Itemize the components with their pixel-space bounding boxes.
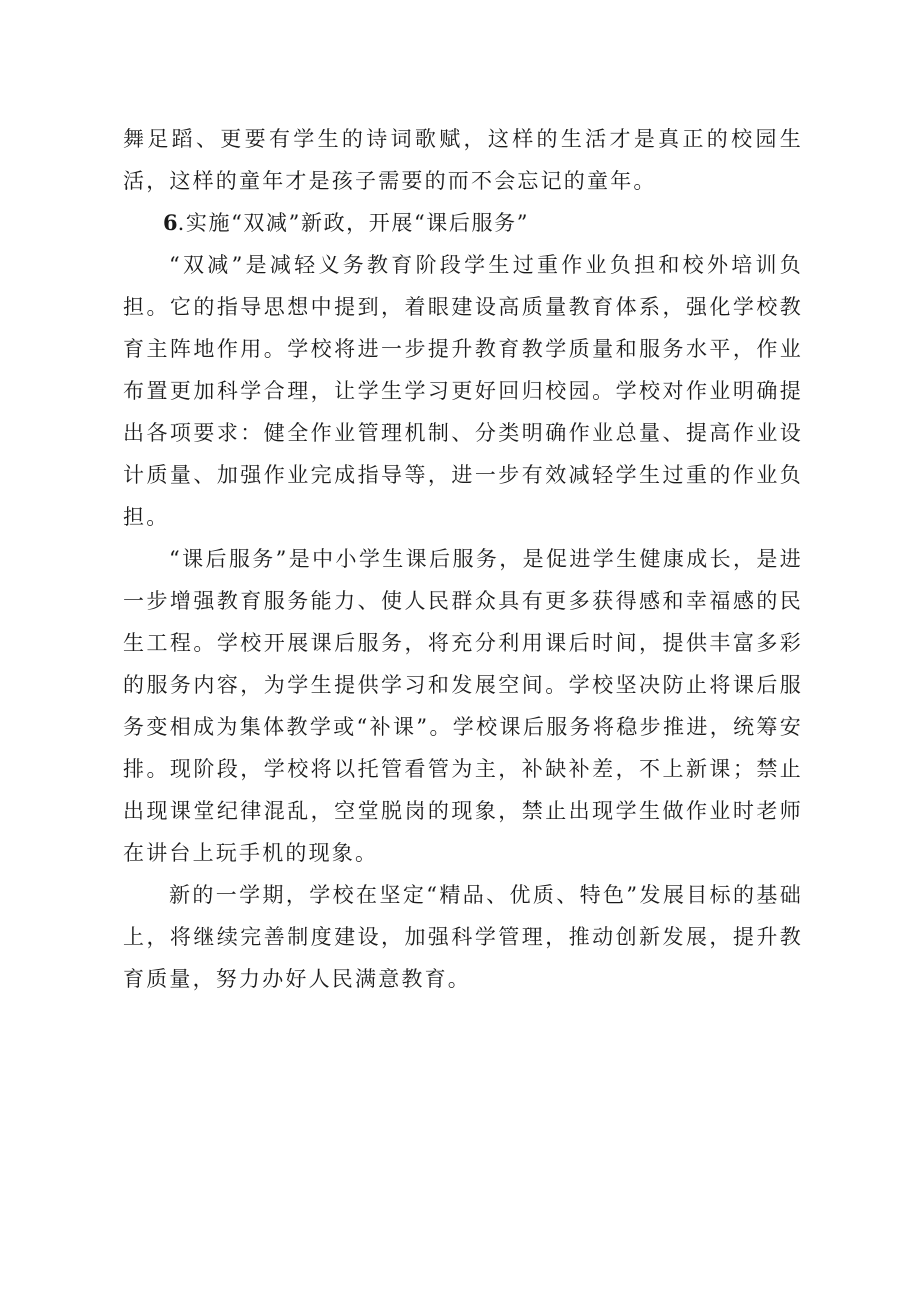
section-title: .实施“双减”新政，开展“课后服务” — [177, 211, 530, 235]
continuation-paragraph: 舞足蹈、更要有学生的诗词歌赋，这样的生活才是真正的校园生活，这样的童年才是孩子需要的而不会忘记的童年。 — [123, 127, 803, 193]
paragraph-kehou-fuwu: “课后服务”是中小学生课后服务，是促进学生健康成长，是进一步增强教育服务能力、使人民群众具有更多获得感和幸福感的民生工程。学校开展课后服务，将充分利用课后时间，提供丰富多彩的服务内容，为学生提供学习和发展空间。学校坚决防止将课后服务变相成为集体教学或“补课”。学校课后服务将稳步推进，统筹安排。现阶段，学校将以托管看管为主，补缺补差，不上新课；禁止出现课堂纪律混乱，空堂脱岗的现象，禁止出现学生做作业时老师在讲台上玩手机的现象。 — [123, 547, 803, 865]
document-body — [123, 118, 803, 1000]
paragraph-shuangjian: “双减”是减轻义务教育阶段学生过重作业负担和校外培训负担。它的指导思想中提到，着眼建设高质量教育体系，强化学校教育主阵地作用。学校将进一步提升教育教学质量和服务水平，作业布置更加科学合理，让学生学习更好回归校园。学校对作业明确提出各项要求：健全作业管理机制、分类明确作业总量、提高作业设计质量、加强作业完成指导等，进一步有效减轻学生过重的作业负担。 — [123, 253, 803, 529]
paragraph-new-semester: 新的一学期，学校在坚定“精品、优质、特色”发展目标的基础上，将继续完善制度建设，加强科学管理，推动创新发展，提升教育质量，努力办好人民满意教育。 — [123, 883, 803, 991]
section-heading — [123, 202, 803, 244]
section-number: 6 — [163, 210, 178, 235]
